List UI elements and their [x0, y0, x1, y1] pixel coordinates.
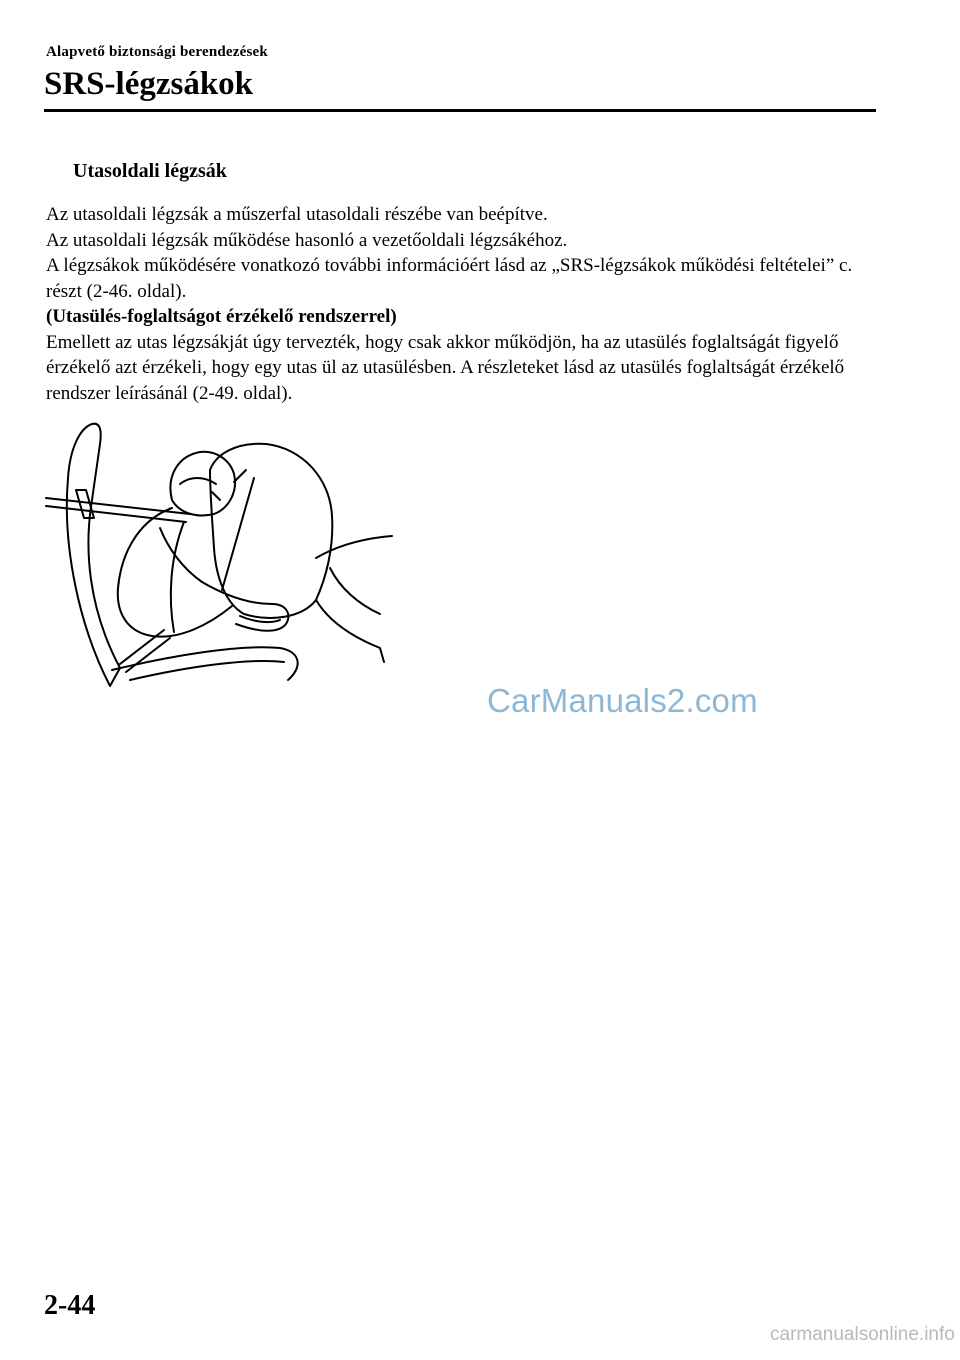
dashboard [316, 536, 392, 558]
seat-cushion [112, 647, 298, 680]
page-number: 2-44 [44, 1290, 96, 1321]
paragraph-detail: Emellett az utas légzsákját úgy tervezték, hogy csak akkor működjön, ha az utasülés foglaltságát figyelő érzékelő azt érzékeli, hogy egy utas ül az utasülésben. A részleteket lásd az utasülés foglaltságát érzékelő rendszer leírásánál (2-49. oldal). [46, 331, 845, 404]
footer-site-link[interactable]: carmanualsonline.info [770, 1324, 955, 1345]
subheading: Utasoldali légzsák [73, 160, 227, 182]
section-label: Alapvető biztonsági berendezések [46, 44, 268, 60]
passenger-arm [202, 582, 288, 631]
paragraph-operation: Az utasoldali légzsák működése hasonló a vezetőoldali légzsákéhoz. [46, 229, 568, 251]
bold-heading: (Utasülés-foglaltságot érzékelő rendszerrel) [46, 306, 397, 327]
passenger-torso [118, 508, 232, 637]
page-title: SRS-légzsákok [44, 66, 254, 102]
seat-back [67, 424, 120, 686]
airbag-illustration [40, 418, 400, 700]
paragraph-reference: A légzsákok működésére vonatkozó további információért lásd az „SRS-légzsákok működési feltételei” c. részt (2-46. oldal). [46, 255, 853, 302]
paragraph-location: Az utasoldali légzsák a műszerfal utasoldali részébe van beépítve. [46, 204, 548, 225]
airbag [210, 444, 332, 618]
title-rule [44, 109, 876, 112]
watermark: CarManuals2.com [487, 682, 758, 719]
body-text [46, 202, 886, 406]
